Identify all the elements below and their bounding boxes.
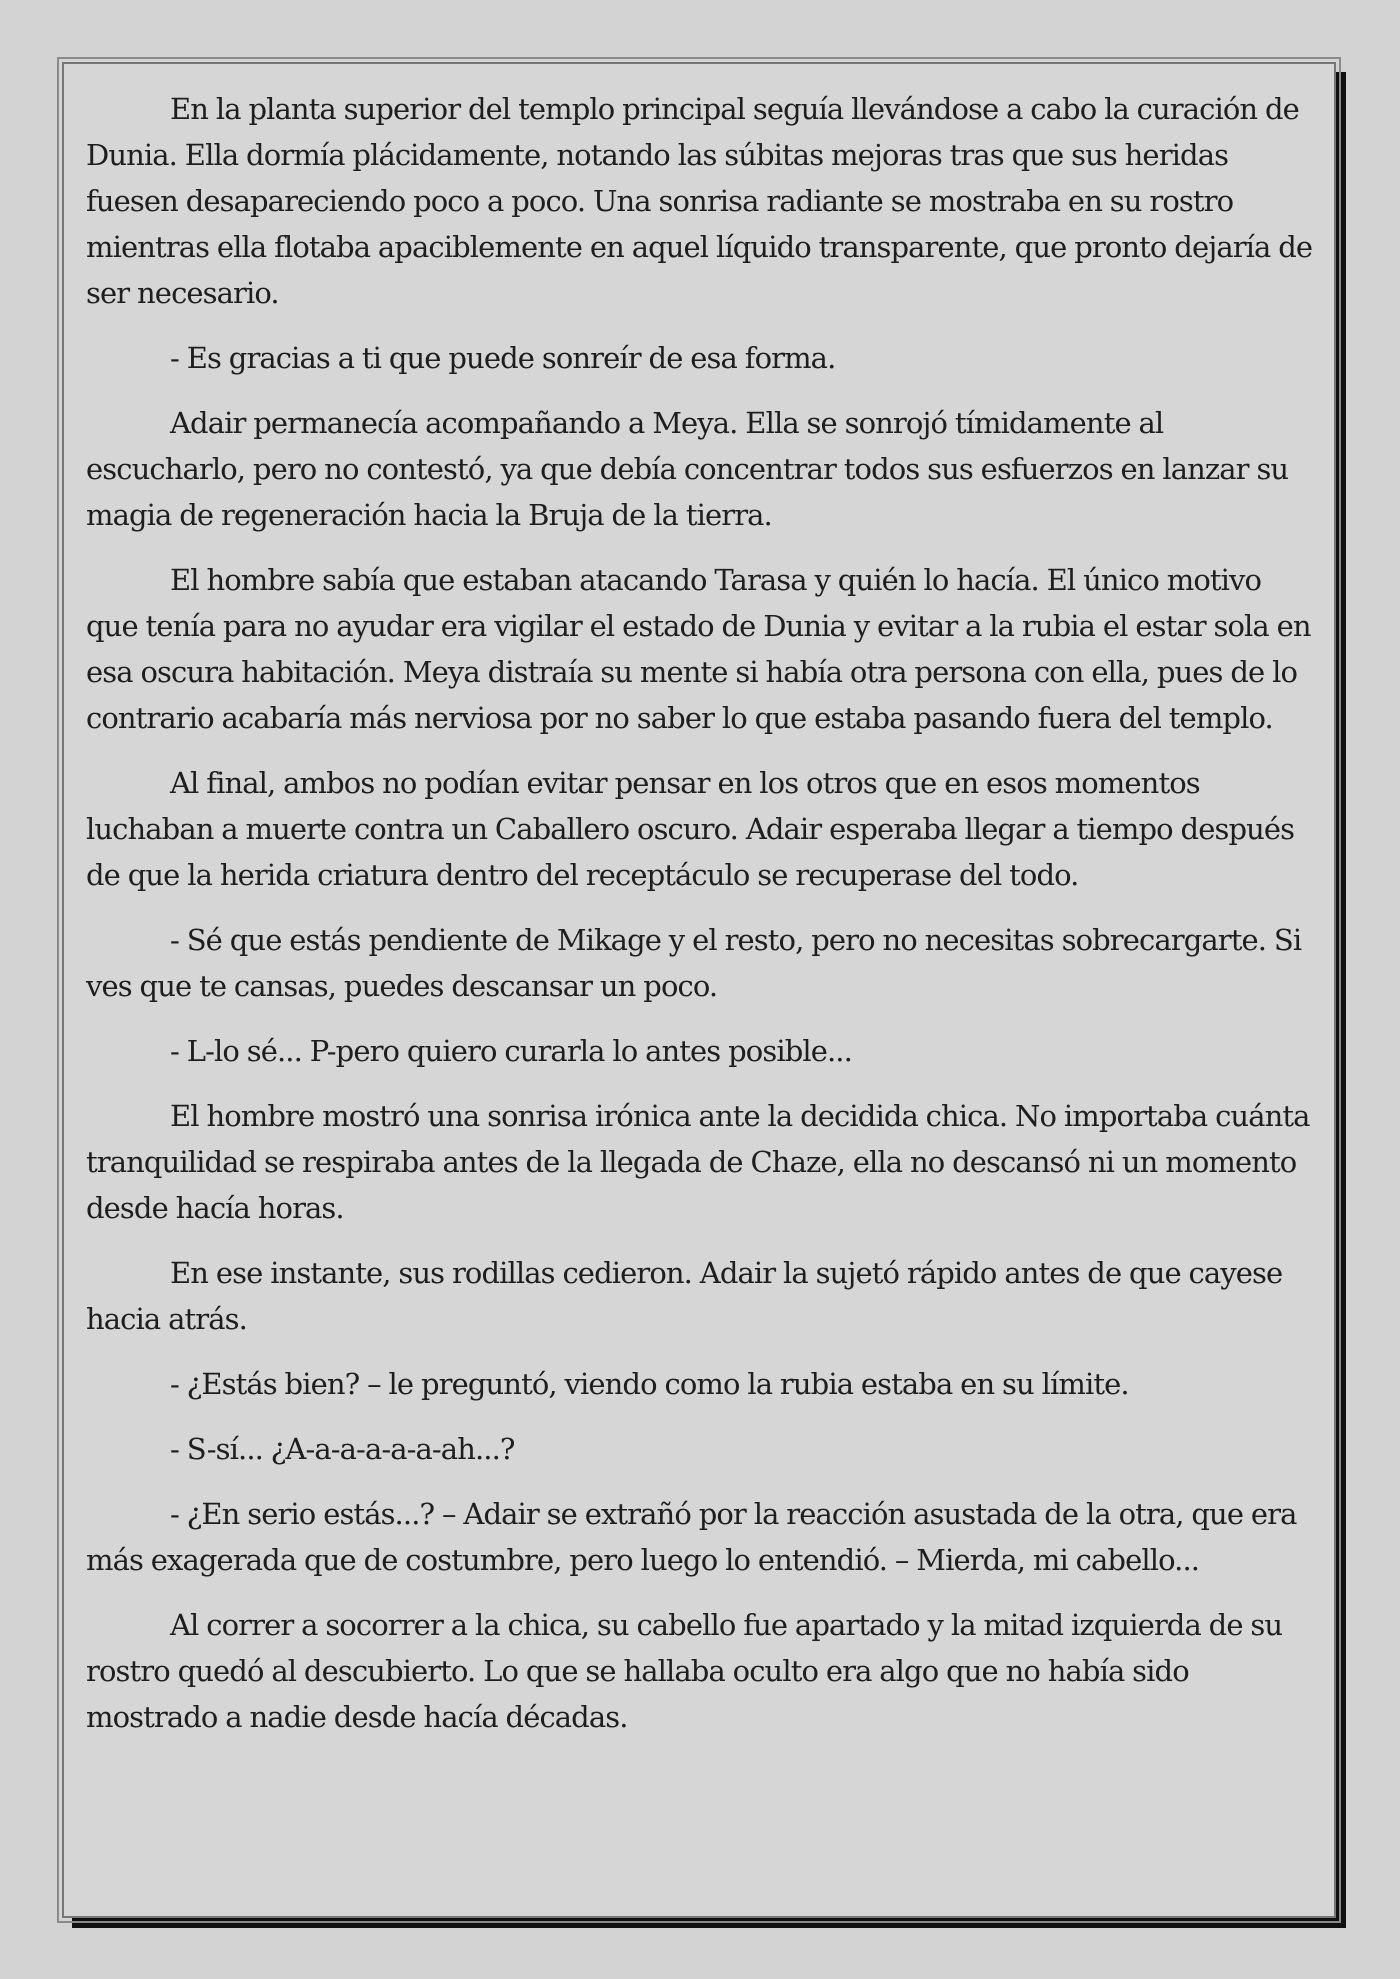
page-frame (62, 62, 1336, 1918)
paragraph-5: Al final, ambos no podían evitar pensar en los otros que en esos momentos luchaban a muerte contra un Caballero oscuro. Adair esperaba llegar a tiempo después de que la herida criatura dentro del receptáculo se recuperase del todo. (86, 766, 1295, 892)
paragraph-9: En ese instante, sus rodillas cedieron. Adair la sujetó rápido antes de que cayese hacia atrás. (86, 1256, 1283, 1336)
document-body (86, 86, 1316, 1759)
paragraph-8: El hombre mostró una sonrisa irónica ante la decidida chica. No importaba cuánta tranquilidad se respiraba antes de la llegada de Chaze, ella no descansó ni un momento desde hacía horas. (86, 1099, 1310, 1225)
paragraph-6: - Sé que estás pendiente de Mikage y el resto, pero no necesitas sobrecargarte. Si ves que te cansas, puedes descansar un poco. (86, 923, 1302, 1003)
paragraph-3: Adair permanecía acompañando a Meya. Ella se sonrojó tímidamente al escucharlo, pero no contestó, ya que debía concentrar todos sus esfuerzos en lanzar su magia de regeneración hacia la Bruja de la tierra. (86, 406, 1289, 532)
paragraph-1: En la planta superior del templo principal seguía llevándose a cabo la curación de Dunia. Ella dormía plácidamente, notando las súbitas mejoras tras que sus heridas fuesen desapareciendo poco a poco. Una sonrisa radiante se mostraba en su rostro mientras ella flotaba apaciblemente en aquel líquido transparente, que pronto dejaría de ser necesario. (86, 92, 1313, 310)
paragraph-11: - S-sí... ¿A-a-a-a-a-a-ah...? (170, 1432, 515, 1466)
paragraph-4: El hombre sabía que estaban atacando Tarasa y quién lo hacía. El único motivo que tenía para no ayudar era vigilar el estado de Dunia y evitar a la rubia el estar sola en esa oscura habitación. Meya distraía su mente si había otra persona con ella, pues de lo contrario acabaría más nerviosa por no saber lo que estaba pasando fuera del templo. (86, 563, 1311, 735)
paragraph-7: - L-lo sé... P-pero quiero curarla lo antes posible... (170, 1034, 852, 1068)
paragraph-12: - ¿En serio estás...? – Adair se extrañó por la reacción asustada de la otra, que era más exagerada que de costumbre, pero luego lo entendió. – Mierda, mi cabello... (86, 1497, 1297, 1577)
paragraph-10: - ¿Estás bien? – le preguntó, viendo como la rubia estaba en su límite. (170, 1367, 1129, 1401)
paragraph-13: Al correr a socorrer a la chica, su cabello fue apartado y la mitad izquierda de su rostro quedó al descubierto. Lo que se hallaba oculto era algo que no había sido mostrado a nadie desde hacía décadas. (86, 1608, 1283, 1734)
paragraph-2: - Es gracias a ti que puede sonreír de esa forma. (170, 341, 836, 375)
